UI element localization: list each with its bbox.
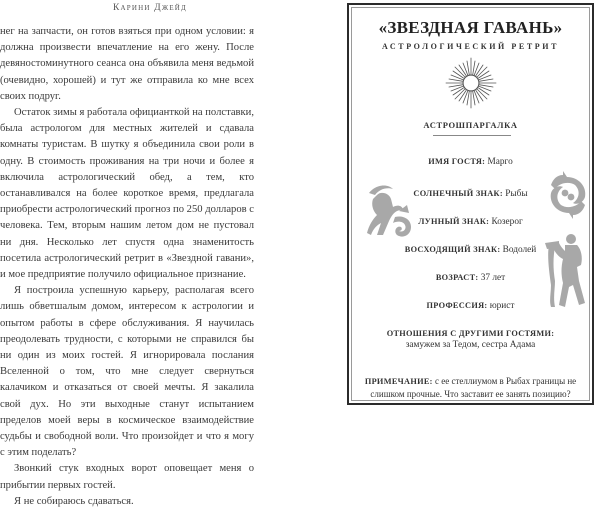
pisces-icon xyxy=(545,167,591,223)
running-head: Карини Джейд xyxy=(112,3,188,13)
card-title: «ЗВЕЗДНАЯ ГАВАНЬ» xyxy=(378,18,563,37)
field-value: Водолей xyxy=(502,245,537,255)
paragraph: нег на запчасти, он готов взяться при одном условии: я должна произвести впечатление на его жену. После девяностоминутного сеанса она объявила меня ведьмой (очевидно, хорошей) и тут же отправила ко мне всех своих подруг. xyxy=(0,26,254,102)
field-guest-name xyxy=(349,156,592,167)
card-subtitle: АСТРОЛОГИЧЕСКИЙ РЕТРИТ xyxy=(381,42,560,51)
field-value: замужем за Тедом, сестра Адама xyxy=(405,340,536,350)
field-label: СОЛНЕЧНЫЙ ЗНАК: xyxy=(413,189,503,198)
section-heading: АСТРОШПАРГАЛКА xyxy=(423,120,518,130)
sun-icon xyxy=(445,57,497,109)
note xyxy=(361,375,580,401)
aquarius-icon xyxy=(543,231,589,313)
field-value: юрист xyxy=(489,301,515,311)
field-value: Марго xyxy=(487,157,513,167)
field-label: ОТНОШЕНИЯ С ДРУГИМИ ГОСТЯМИ: xyxy=(386,329,555,338)
paragraph: Звонкий стук входных ворот оповещает меня о прибытии первых гостей. xyxy=(0,463,254,491)
astro-cheatsheet-card xyxy=(347,3,594,405)
field-value: Козерог xyxy=(491,217,523,227)
field-label: ЛУННЫЙ ЗНАК: xyxy=(418,217,490,226)
capricorn-icon xyxy=(363,183,415,245)
note-label: ПРИМЕЧАНИЕ: xyxy=(364,377,433,386)
paragraph: Остаток зимы я работала официанткой на полставки, была астрологом для местных жителей и сдавала комнаты туристам. В шутку я объединила свои роли в одну. В стоимость проживания на три ночи и более я включила астрологический обед, а тем, кто останавливался на более короткое время, предлагала приобрести астрологический прогноз по 250 долларов с человека. Тем, вторым нашим летом дом не пустовал ни дня. Несколько лет спустя одна знаменитость посетила астрологический ретрит в «Звездной гавани», и мое предприятие получило официальное признание. xyxy=(0,107,254,281)
paragraph: Я построила успешную карьеру, располагая всего лишь обветшалым домом, интересом к астрологии и опытом работы в сфере обслуживания. Я научилась преодолевать трудности, с которыми не справился бы ни один из моих гостей. Я игнорировала послания Вселенной о том, что мне следует свернуться калачиком и отказаться от своей мечты. Я закалила свой дух. Но эти выходные станут испытанием пределов моей веры в космическое взаимодействие судьбы и свободной воли. Что произойдет и что я могу с этим поделать? xyxy=(0,285,254,459)
section-divider xyxy=(433,135,511,136)
note-value: с ее стеллиумом в Рыбах границы не слишком прочные. Что заставит ее занять позицию? xyxy=(370,376,577,399)
paragraph: Я не собираюсь сдаваться. xyxy=(14,495,134,507)
body-text xyxy=(0,24,254,510)
field-label: ИМЯ ГОСТЯ: xyxy=(428,157,486,166)
field-relationships xyxy=(349,328,592,350)
field-label: ВОЗРАСТ: xyxy=(435,273,479,282)
field-value: Рыбы xyxy=(505,189,528,199)
field-label: ВОСХОДЯЩИЙ ЗНАК: xyxy=(404,245,501,254)
field-label: ПРОФЕССИЯ: xyxy=(426,301,488,310)
field-value: 37 лет xyxy=(480,273,506,283)
